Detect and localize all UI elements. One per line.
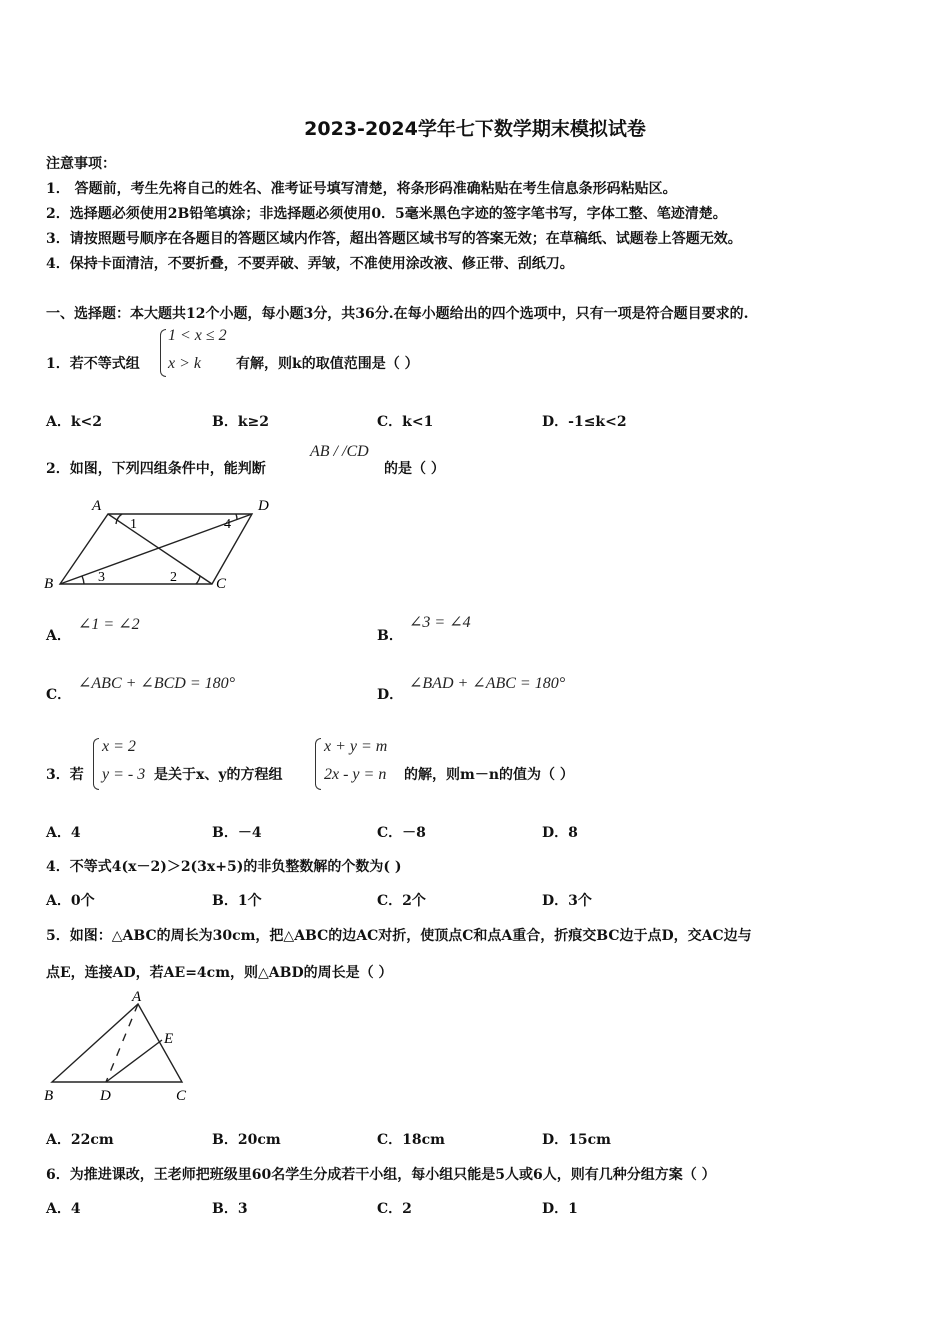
q4-option-d: D．3个 (542, 893, 592, 909)
q2-parallel-expr: AB / /CD (310, 443, 369, 460)
q5-option-c: C．18cm (377, 1132, 445, 1148)
q3-question: 的解，则m－n的值为（ ） (404, 767, 574, 783)
q4-option-c: C．2个 (377, 893, 426, 909)
q6-option-b: B．3 (212, 1201, 248, 1217)
notice-item: 3．请按照题号顺序在各题目的答题区域内作答，超出答题区域书写的答案无效；在草稿纸、试题卷上答题无效。 (46, 231, 742, 247)
q3-solution-y: y = - 3 (102, 766, 146, 783)
q1-inequality-2: x > k (168, 355, 201, 372)
q5-text-line-2: 点E，连接AD，若AE=4cm，则△ABD的周长是（ ） (46, 965, 393, 981)
q2-option-c: C． (46, 687, 72, 703)
q3-brace-2 (315, 738, 321, 790)
q2-label-a: A (92, 498, 102, 514)
notice-item: 4．保持卡面清洁，不要折叠，不要弄破、弄皱，不准使用涂改液、修正带、刮纸刀。 (46, 256, 574, 272)
q3-brace-1 (93, 738, 99, 790)
q2-label-angle-2: 2 (170, 570, 177, 585)
q5-option-a: A．22cm (46, 1132, 114, 1148)
q4-option-a: A．0个 (46, 893, 95, 909)
q2-option-d: D． (377, 687, 404, 703)
q2-figure-diagonal-ac (108, 514, 212, 584)
q5-label-a: A (132, 989, 142, 1005)
q3-option-c: C．－8 (377, 825, 426, 841)
q5-figure-triangle (52, 1004, 182, 1082)
q1-option-a: A．k<2 (46, 414, 103, 430)
q5-option-d: D．15cm (542, 1132, 611, 1148)
q1-option-c: C．k<1 (377, 414, 434, 430)
page-title: 2023-2024学年七下数学期末模拟试卷 (304, 118, 646, 140)
q5-figure-fold-de (106, 1040, 162, 1082)
q4-text: 4．不等式4(x－2)＞2(3x+5)的非负整数解的个数为( ) (46, 859, 402, 875)
notice-item: 2．选择题必须使用2B铅笔填涂；非选择题必须使用0．5毫米黑色字迹的签字笔书写，字体工整、笔迹清楚。 (46, 206, 727, 222)
q3-option-d: D．8 (542, 825, 578, 841)
q2-label-c: C (216, 576, 227, 592)
q6-text: 6．为推进课改，王老师把班级里60名学生分成若干小组，每小组只能是5人或6人，则有几种分组方案（ ） (46, 1167, 716, 1183)
q2-question: 的是（ ） (384, 461, 445, 477)
q5-triangle-figure (40, 988, 200, 1106)
q3-solution-x: x = 2 (102, 738, 136, 755)
q5-text-line-1: 5．如图：△ABC的周长为30cm，把△ABC的边AC对折，使顶点C和点A重合，折痕交BC边于点D，交AC边与 (46, 928, 752, 944)
q2-label-angle-4: 4 (224, 517, 231, 532)
q2-label-b: B (44, 576, 54, 592)
q2-option-d-expr: ∠BAD + ∠ABC = 180° (409, 675, 566, 692)
q2-label-d: D (258, 498, 269, 514)
q2-parallelogram-figure (40, 492, 280, 592)
q1-option-d: D．-1≤k<2 (542, 414, 627, 430)
q1-option-b: B．k≥2 (212, 414, 270, 430)
q6-option-d: D．1 (542, 1201, 578, 1217)
q2-text: 2．如图，下列四组条件中，能判断 (46, 461, 266, 477)
notice-heading: 注意事项： (46, 156, 116, 172)
q3-equation-1: x + y = m (324, 738, 388, 755)
q1-brace (160, 329, 166, 377)
q2-option-c-expr: ∠ABC + ∠BCD = 180° (78, 675, 236, 692)
q3-text: 3．若 (46, 767, 84, 783)
section-heading: 一、选择题：本大题共12个小题，每小题3分，共36分.在每小题给出的四个选项中，只有一项是符合题目要求的. (46, 306, 749, 322)
q5-label-b: B (44, 1088, 54, 1104)
q3-equation-2: 2x - y = n (324, 766, 387, 783)
q3-middle-text: 是关于x、y的方程组 (154, 767, 283, 783)
q5-label-c: C (176, 1088, 187, 1104)
q2-angle-arc-2 (196, 576, 200, 584)
q2-option-a: A． (46, 628, 71, 644)
q3-option-b: B．－4 (212, 825, 262, 841)
q5-option-b: B．20cm (212, 1132, 281, 1148)
notice-item: 1． 答题前，考生先将自己的姓名、准考证号填写清楚，将条形码准确粘贴在考生信息条形码粘贴区。 (46, 181, 677, 197)
q3-option-a: A．4 (46, 825, 81, 841)
q2-option-b-expr: ∠3 = ∠4 (409, 614, 471, 631)
q1-inequality-1: 1 < x ≤ 2 (168, 327, 227, 344)
q1-text: 1．若不等式组 (46, 356, 140, 372)
q5-label-d: D (100, 1088, 111, 1104)
q6-option-c: C．2 (377, 1201, 412, 1217)
q5-label-e: E (164, 1031, 174, 1047)
q4-option-b: B．1个 (212, 893, 262, 909)
q1-question: 有解，则k的取值范围是（ ） (236, 356, 419, 372)
q6-option-a: A．4 (46, 1201, 81, 1217)
q2-angle-arc-3 (82, 576, 84, 584)
q2-label-angle-3: 3 (98, 570, 105, 585)
q2-option-b: B． (377, 628, 403, 644)
q2-label-angle-1: 1 (130, 517, 137, 532)
q2-option-a-expr: ∠1 = ∠2 (78, 616, 140, 633)
